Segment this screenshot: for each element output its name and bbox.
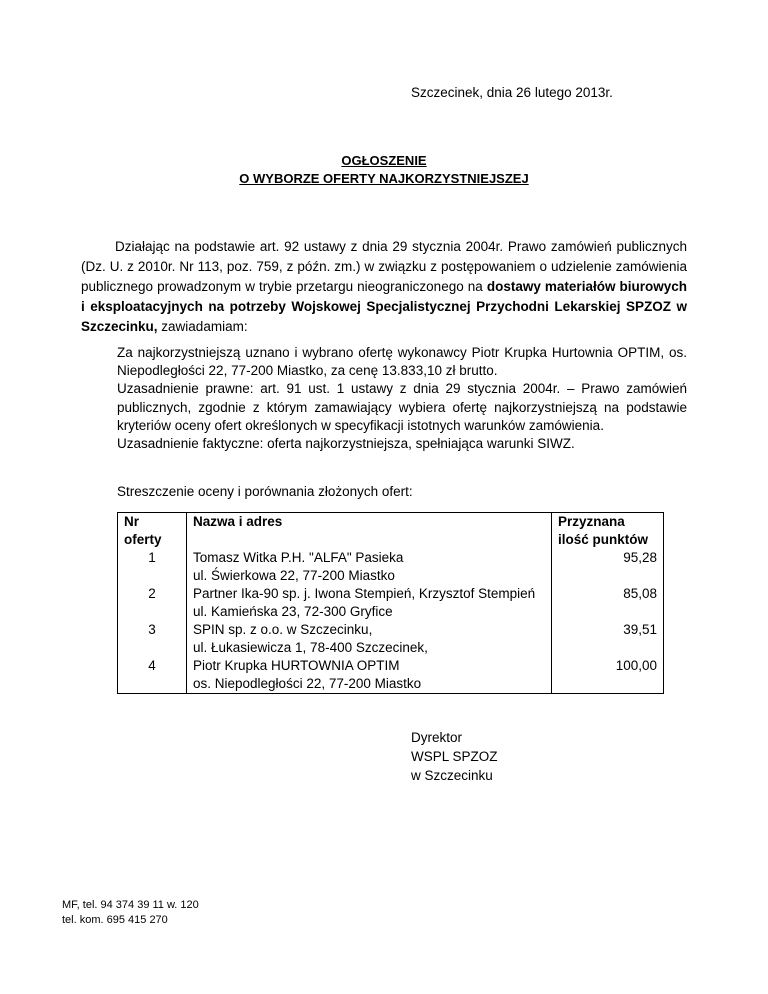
offer-address: ul. Świerkowa 22, 77-200 Miastko: [193, 568, 395, 583]
offer-nr: 1: [118, 549, 187, 585]
signature-line-1: Dyrektor: [411, 730, 463, 745]
offer-name: Tomasz Witka P.H. "ALFA" Pasieka: [193, 550, 404, 565]
offer-address: ul. Łukasiewicza 1, 78-400 Szczecinek,: [193, 640, 428, 655]
summary-heading: Streszczenie oceny i porównania złożonych ofert:: [117, 484, 413, 499]
offer-address: os. Niepodległości 22, 77-200 Miastko: [193, 676, 422, 691]
intro-paragraph: [81, 237, 687, 337]
offer-name: SPIN sp. z o.o. w Szczecinku,: [193, 622, 373, 637]
offer-nr: 4: [118, 657, 187, 694]
signature-block: [411, 728, 498, 785]
offer-points: 100,00: [552, 657, 664, 694]
signature-line-2: WSPL SPZOZ: [411, 749, 498, 764]
offer-nr: 3: [118, 621, 187, 657]
table-row: [118, 621, 664, 657]
intro-text: Działając na podstawie art. 92 ustawy z dnia 29 stycznia 2004r. Prawo zamówień publicznych (Dz. U. z 2010r. Nr 113, poz. 759, z późn. zm.) w związku z postępowaniem o udzielenie zamówienia publicznego prowadzonym w trybie przetargu nieograniczonego na: [81, 239, 687, 294]
title-line-2: O WYBORZE OFERTY NAJKORZYSTNIEJSZEJ: [239, 171, 529, 186]
offer-nr: 2: [118, 585, 187, 621]
offer-name: Partner Ika-90 sp. j. Iwona Stempień, Krzysztof Stempień: [193, 586, 536, 601]
intro-bold-subject: dostawy materiałów biurowych i eksploatacyjnych na potrzeby Wojskowej Specjalistycznej Przychodni Lekarskiej SPZOZ w Szczecinku,: [81, 279, 688, 334]
offers-table: [117, 512, 664, 694]
offer-name: Piotr Krupka HURTOWNIA OPTIM: [193, 658, 400, 673]
table-header-row: [118, 513, 664, 550]
header-points: [552, 513, 664, 550]
footer-line-1: MF, tel. 94 374 39 11 w. 120: [62, 899, 199, 911]
header-nr: Nr oferty: [118, 513, 187, 550]
title-line-1: OGŁOSZENIE: [341, 153, 427, 168]
table-row: [118, 657, 664, 694]
offer-points: 95,28: [552, 549, 664, 585]
footer-contact: [62, 898, 199, 928]
table-row: [118, 549, 664, 585]
header-points-line2: ilość punktów: [558, 532, 649, 547]
signature-line-3: w Szczecinku: [411, 768, 493, 783]
date-line: Szczecinek, dnia 26 lutego 2013r.: [411, 85, 613, 100]
legal-justification: Uzasadnienie prawne: art. 91 ust. 1 ustawy z dnia 29 stycznia 2004r. – Prawo zamówień publicznych, zgodnie z którym zamawiający wybiera ofertę najkorzystniejszą na podstawie kryteriów oceny ofert określonych w specyfikacji istotnych warunków zamówienia.: [117, 381, 687, 433]
document-title: [0, 152, 768, 188]
footer-line-2: tel. kom. 695 415 270: [62, 914, 168, 926]
offer-points: 39,51: [552, 621, 664, 657]
offer-name-address: [187, 621, 552, 657]
offer-points: 85,08: [552, 585, 664, 621]
offer-name-address: [187, 657, 552, 694]
factual-justification: Uzasadnienie faktyczne: oferta najkorzystniejsza, spełniająca warunki SIWZ.: [117, 436, 575, 452]
selected-offer-text: Za najkorzystniejszą uznano i wybrano ofertę wykonawcy Piotr Krupka Hurtownia OPTIM, os. Niepodległości 22, 77-200 Miastko, za cenę 13.833,10 zł brutto.: [117, 345, 687, 379]
table-row: [118, 585, 664, 621]
header-name: Nazwa i adres: [187, 513, 552, 550]
offer-name-address: [187, 585, 552, 621]
offer-address: ul. Kamieńska 23, 72-300 Gryfice: [193, 604, 393, 619]
intro-closing: zawiadamiam:: [161, 319, 248, 334]
offer-name-address: [187, 549, 552, 585]
decision-block: [117, 344, 687, 453]
header-points-line1: Przyznana: [558, 514, 625, 529]
